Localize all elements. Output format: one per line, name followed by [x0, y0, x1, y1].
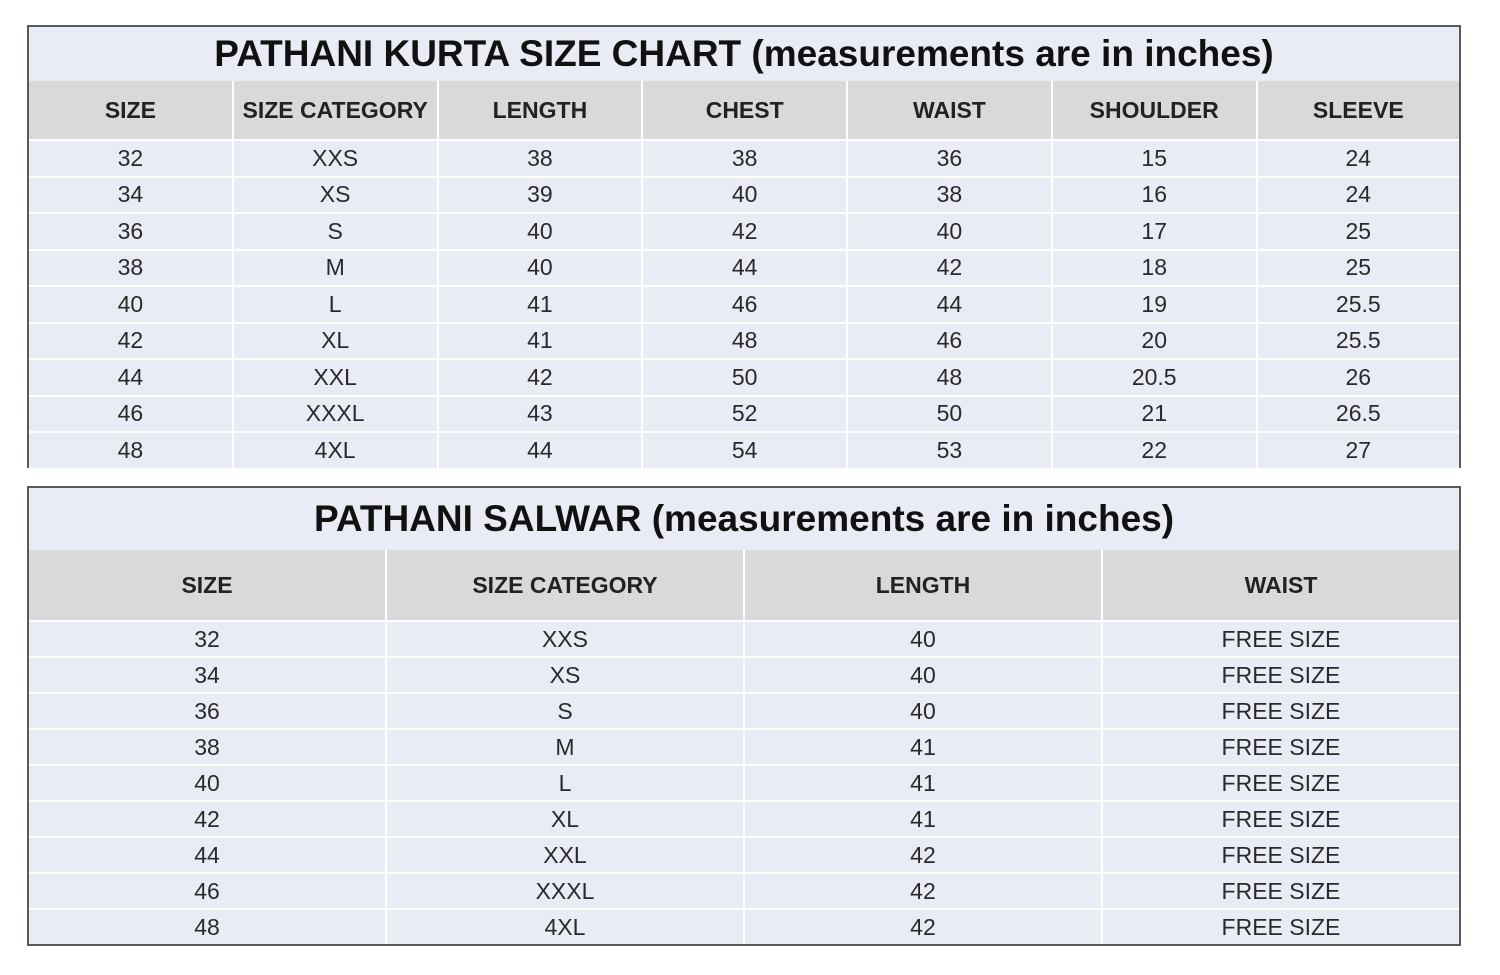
table-row: [29, 213, 1459, 250]
table-row: [29, 837, 1459, 873]
kurta-cell-chest: 54: [642, 432, 847, 468]
salwar-cell-size: 46: [29, 873, 386, 909]
kurta-cell-size-category: 4XL: [233, 432, 438, 468]
salwar-cell-size: 32: [29, 621, 386, 657]
salwar-cell-waist: FREE SIZE: [1102, 801, 1459, 837]
table-row: [29, 765, 1459, 801]
kurta-cell-chest: 46: [642, 286, 847, 323]
kurta-cell-length: 38: [438, 140, 643, 177]
kurta-cell-waist: 36: [847, 140, 1052, 177]
kurta-cell-shoulder: 17: [1052, 213, 1257, 250]
salwar-header-size-category: SIZE CATEGORY: [386, 550, 744, 621]
kurta-cell-waist: 42: [847, 250, 1052, 287]
kurta-cell-sleeve: 24: [1257, 177, 1459, 214]
salwar-size-table: [29, 550, 1459, 944]
kurta-cell-sleeve: 25.5: [1257, 323, 1459, 360]
kurta-cell-size-category: XS: [233, 177, 438, 214]
salwar-chart-title: PATHANI SALWAR (measurements are in inches): [29, 488, 1459, 550]
kurta-cell-chest: 48: [642, 323, 847, 360]
kurta-size-table: [29, 81, 1459, 468]
table-row: [29, 177, 1459, 214]
kurta-cell-sleeve: 24: [1257, 140, 1459, 177]
salwar-header-waist: WAIST: [1102, 550, 1459, 621]
salwar-cell-size-category: M: [386, 729, 744, 765]
kurta-cell-size-category: XXL: [233, 359, 438, 396]
kurta-cell-waist: 40: [847, 213, 1052, 250]
salwar-cell-waist: FREE SIZE: [1102, 729, 1459, 765]
kurta-cell-size: 34: [29, 177, 233, 214]
kurta-cell-size: 38: [29, 250, 233, 287]
kurta-chart-title: PATHANI KURTA SIZE CHART (measurements are in inches): [29, 27, 1459, 81]
kurta-cell-length: 44: [438, 432, 643, 468]
salwar-cell-length: 41: [744, 801, 1102, 837]
salwar-cell-size-category: S: [386, 693, 744, 729]
kurta-cell-chest: 52: [642, 396, 847, 433]
kurta-cell-shoulder: 20.5: [1052, 359, 1257, 396]
salwar-cell-waist: FREE SIZE: [1102, 909, 1459, 944]
kurta-cell-sleeve: 25.5: [1257, 286, 1459, 323]
kurta-header-size: SIZE: [29, 81, 233, 140]
kurta-cell-chest: 42: [642, 213, 847, 250]
kurta-cell-waist: 48: [847, 359, 1052, 396]
salwar-cell-length: 40: [744, 621, 1102, 657]
kurta-cell-chest: 44: [642, 250, 847, 287]
salwar-cell-size-category: L: [386, 765, 744, 801]
salwar-cell-waist: FREE SIZE: [1102, 657, 1459, 693]
kurta-cell-size-category: XXXL: [233, 396, 438, 433]
kurta-cell-size: 32: [29, 140, 233, 177]
salwar-cell-waist: FREE SIZE: [1102, 765, 1459, 801]
salwar-cell-size-category: XL: [386, 801, 744, 837]
kurta-cell-size-category: S: [233, 213, 438, 250]
kurta-cell-shoulder: 21: [1052, 396, 1257, 433]
kurta-header-size-category: SIZE CATEGORY: [233, 81, 438, 140]
kurta-cell-size: 44: [29, 359, 233, 396]
salwar-cell-waist: FREE SIZE: [1102, 621, 1459, 657]
kurta-header-waist: WAIST: [847, 81, 1052, 140]
table-row: [29, 729, 1459, 765]
kurta-cell-sleeve: 25: [1257, 250, 1459, 287]
kurta-header-chest: CHEST: [642, 81, 847, 140]
salwar-cell-size-category: 4XL: [386, 909, 744, 944]
kurta-cell-shoulder: 22: [1052, 432, 1257, 468]
kurta-cell-size: 40: [29, 286, 233, 323]
salwar-cell-size-category: XS: [386, 657, 744, 693]
kurta-cell-chest: 40: [642, 177, 847, 214]
salwar-cell-length: 42: [744, 837, 1102, 873]
table-row: [29, 693, 1459, 729]
kurta-header-row: [29, 81, 1459, 140]
salwar-cell-size-category: XXXL: [386, 873, 744, 909]
salwar-cell-size-category: XXS: [386, 621, 744, 657]
salwar-cell-length: 40: [744, 657, 1102, 693]
kurta-cell-size: 48: [29, 432, 233, 468]
kurta-size-chart: [27, 25, 1461, 468]
table-row: [29, 286, 1459, 323]
salwar-header-length: LENGTH: [744, 550, 1102, 621]
salwar-cell-size: 34: [29, 657, 386, 693]
salwar-cell-size: 42: [29, 801, 386, 837]
kurta-cell-waist: 44: [847, 286, 1052, 323]
salwar-header-row: [29, 550, 1459, 621]
salwar-size-chart: [27, 486, 1461, 946]
table-row: [29, 250, 1459, 287]
salwar-cell-size: 38: [29, 729, 386, 765]
salwar-cell-length: 41: [744, 765, 1102, 801]
kurta-cell-length: 41: [438, 286, 643, 323]
table-row: [29, 432, 1459, 468]
kurta-cell-chest: 38: [642, 140, 847, 177]
salwar-cell-waist: FREE SIZE: [1102, 693, 1459, 729]
salwar-cell-size-category: XXL: [386, 837, 744, 873]
kurta-cell-sleeve: 27: [1257, 432, 1459, 468]
kurta-cell-size-category: M: [233, 250, 438, 287]
kurta-cell-size: 42: [29, 323, 233, 360]
kurta-header-shoulder: SHOULDER: [1052, 81, 1257, 140]
table-row: [29, 621, 1459, 657]
salwar-cell-length: 42: [744, 873, 1102, 909]
table-row: [29, 909, 1459, 944]
kurta-cell-waist: 46: [847, 323, 1052, 360]
kurta-cell-size-category: L: [233, 286, 438, 323]
kurta-cell-length: 40: [438, 250, 643, 287]
kurta-cell-length: 40: [438, 213, 643, 250]
kurta-cell-size: 36: [29, 213, 233, 250]
kurta-cell-size: 46: [29, 396, 233, 433]
salwar-cell-size: 40: [29, 765, 386, 801]
kurta-cell-length: 43: [438, 396, 643, 433]
salwar-cell-waist: FREE SIZE: [1102, 873, 1459, 909]
kurta-cell-sleeve: 26.5: [1257, 396, 1459, 433]
table-row: [29, 873, 1459, 909]
kurta-cell-waist: 38: [847, 177, 1052, 214]
kurta-cell-size-category: XXS: [233, 140, 438, 177]
kurta-cell-length: 42: [438, 359, 643, 396]
kurta-cell-length: 39: [438, 177, 643, 214]
salwar-cell-length: 40: [744, 693, 1102, 729]
kurta-header-length: LENGTH: [438, 81, 643, 140]
kurta-cell-shoulder: 20: [1052, 323, 1257, 360]
kurta-cell-sleeve: 26: [1257, 359, 1459, 396]
table-row: [29, 140, 1459, 177]
kurta-cell-waist: 53: [847, 432, 1052, 468]
kurta-cell-shoulder: 19: [1052, 286, 1257, 323]
kurta-cell-chest: 50: [642, 359, 847, 396]
kurta-cell-shoulder: 15: [1052, 140, 1257, 177]
table-row: [29, 359, 1459, 396]
salwar-cell-waist: FREE SIZE: [1102, 837, 1459, 873]
salwar-cell-size: 48: [29, 909, 386, 944]
table-row: [29, 323, 1459, 360]
salwar-cell-length: 41: [744, 729, 1102, 765]
table-row: [29, 657, 1459, 693]
kurta-cell-sleeve: 25: [1257, 213, 1459, 250]
table-row: [29, 801, 1459, 837]
kurta-cell-size-category: XL: [233, 323, 438, 360]
kurta-cell-length: 41: [438, 323, 643, 360]
kurta-header-sleeve: SLEEVE: [1257, 81, 1459, 140]
kurta-cell-waist: 50: [847, 396, 1052, 433]
salwar-cell-size: 44: [29, 837, 386, 873]
kurta-cell-shoulder: 18: [1052, 250, 1257, 287]
salwar-cell-length: 42: [744, 909, 1102, 944]
salwar-header-size: SIZE: [29, 550, 386, 621]
kurta-cell-shoulder: 16: [1052, 177, 1257, 214]
salwar-cell-size: 36: [29, 693, 386, 729]
table-row: [29, 396, 1459, 433]
